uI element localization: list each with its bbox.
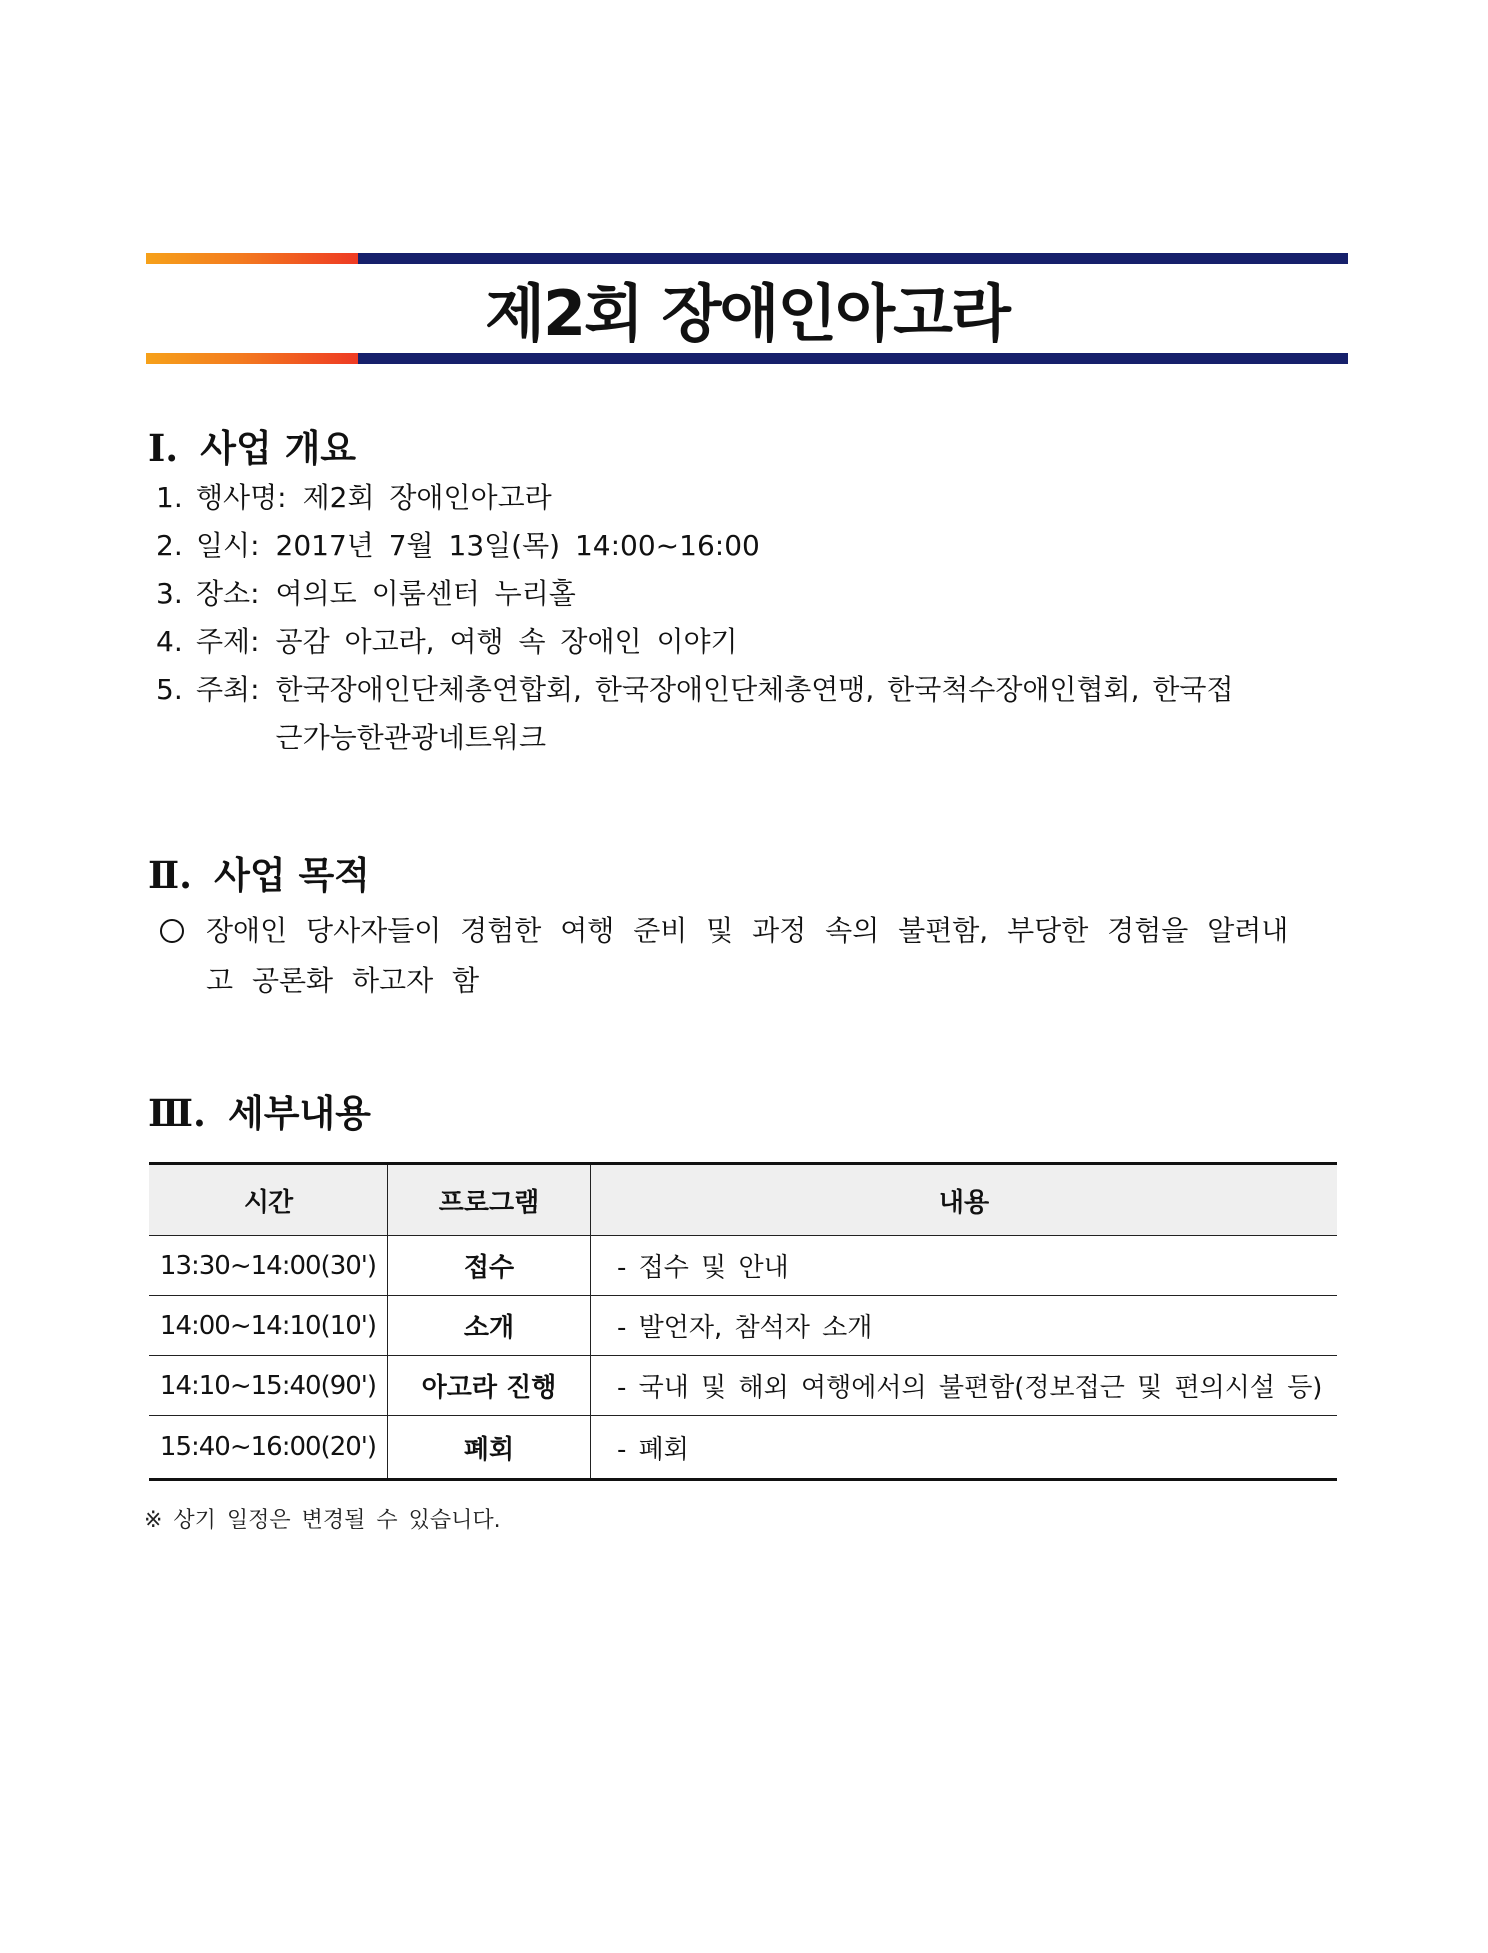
list-item: 1. 행사명: 제2회 장애인아고라 (156, 481, 552, 514)
section-details-heading (148, 1083, 371, 1137)
purpose-line-2: 고 공론화 하고자 함 (206, 964, 480, 997)
organizer-line-2: 근가능한관광네트워크 (275, 721, 547, 754)
section-number: Ⅰ. (148, 426, 179, 470)
schedule-note: ※ 상기 일정은 변경될 수 있습니다. (144, 1508, 501, 1533)
title-top-rule (146, 253, 1348, 264)
section-number: Ⅱ. (148, 853, 193, 897)
title-bottom-rule (146, 353, 1348, 364)
overview-list (156, 474, 1352, 762)
purpose-line-1: 장애인 당사자들이 경험한 여행 준비 및 과정 속의 불편함, 부당한 경험을 알려내 (206, 914, 1289, 947)
table-row: 13:30~14:00(30') 접수 - 접수 및 안내 (149, 1236, 1337, 1296)
list-item: 3. 장소: 여의도 이룸센터 누리홀 (156, 577, 576, 610)
section-title: 사업 목적 (214, 854, 370, 897)
section-title: 세부내용 (227, 1092, 371, 1135)
list-item: 2. 일시: 2017년 7월 13일(목) 14:00~16:00 (156, 529, 760, 562)
column-header-content: 내용 (591, 1164, 1338, 1236)
section-number: Ⅲ. (148, 1091, 206, 1135)
purpose-paragraph (160, 906, 1350, 1006)
section-title: 사업 개요 (200, 427, 357, 470)
schedule-table (149, 1162, 1337, 1481)
table-row: 14:10~15:40(90') 아고라 진행 - 국내 및 해외 여행에서의 불편함(정보접근 및 편의시설 등) (149, 1356, 1337, 1416)
section-overview-heading (148, 418, 356, 472)
column-header-time: 시간 (149, 1164, 388, 1236)
list-item: 5. 주최: 한국장애인단체총연합회, 한국장애인단체총연맹, 한국척수장애인협회, 한국접 근가능한관광네트워크 (156, 666, 1352, 762)
circle-bullet-icon (160, 919, 184, 943)
table-row: 14:00~14:10(10') 소개 - 발언자, 참석자 소개 (149, 1296, 1337, 1356)
table-header-row (149, 1164, 1337, 1236)
list-item: 4. 주제: 공감 아고라, 여행 속 장애인 이야기 (156, 625, 738, 658)
document-title: 제2회 장애인아고라 (485, 277, 1009, 350)
column-header-program: 프로그램 (388, 1164, 591, 1236)
table-row: 15:40~16:00(20') 폐회 - 폐회 (149, 1416, 1337, 1480)
organizer-line-1: 한국장애인단체총연합회, 한국장애인단체총연맹, 한국척수장애인협회, 한국접 (275, 673, 1234, 706)
section-purpose-heading (148, 845, 370, 899)
